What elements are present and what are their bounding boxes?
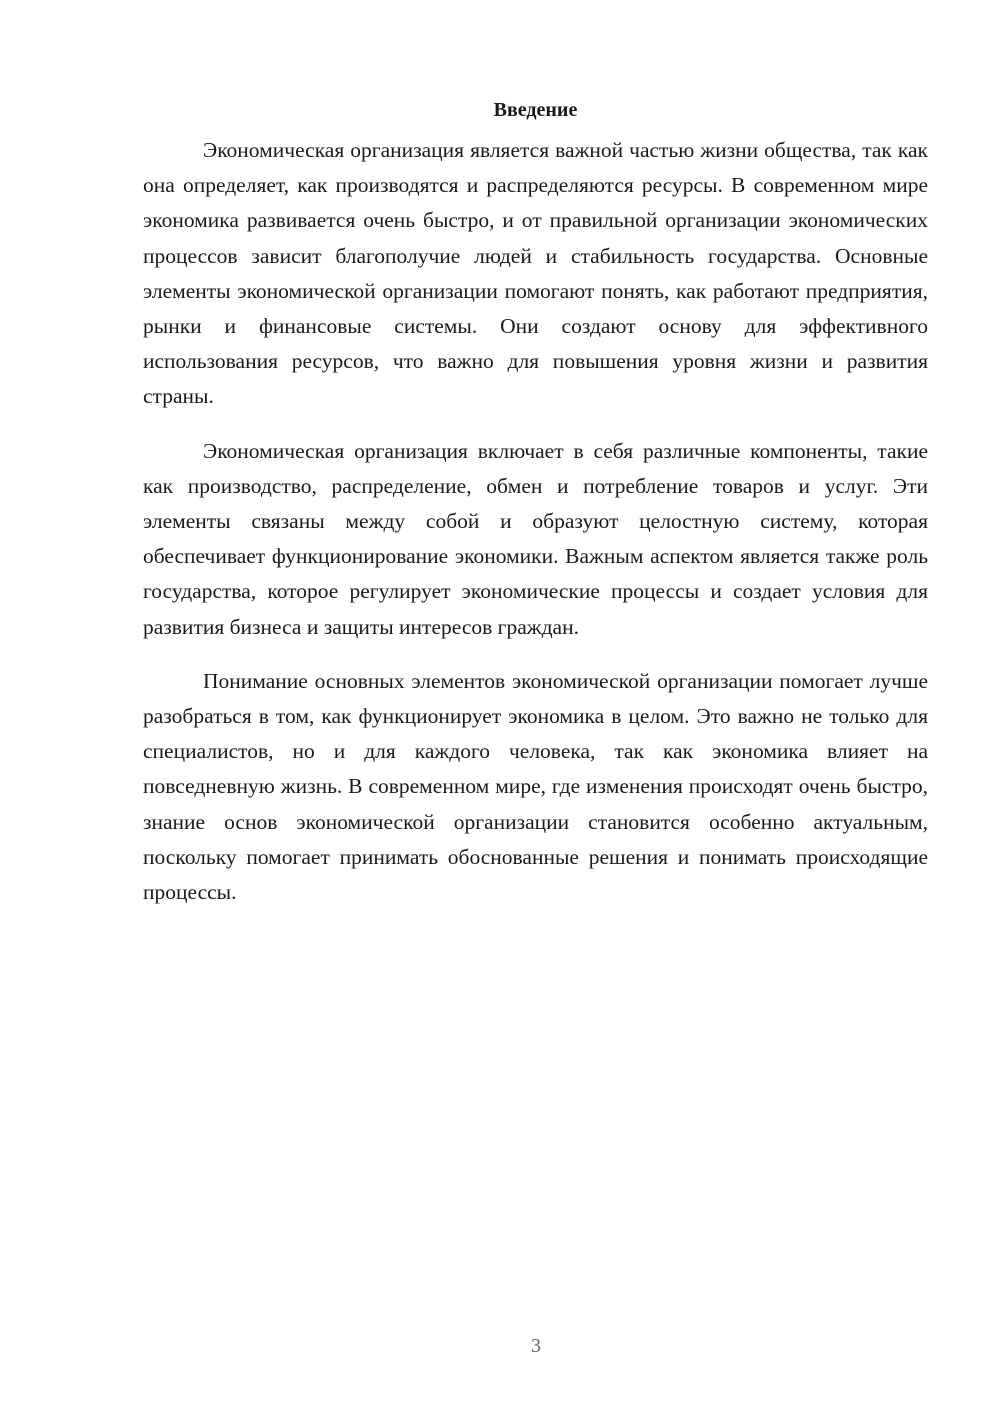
paragraph-3: Понимание основных элементов экономической организации помогает лучше разобраться в том, как функционирует экономика в целом. Это важно не только для специалистов, но и для каждого человека, так как экономика влияет на повседневную жизнь. В современном мире, где изменения происходят очень быстро, знание основ экономической организации становится особенно актуальным, поскольку помогает принимать обоснованные решения и понимать происходящие процессы. xyxy=(143,668,928,905)
document-body xyxy=(143,96,928,929)
page-number: 3 xyxy=(531,1335,541,1357)
section-title: Введение xyxy=(493,99,578,121)
paragraph-2: Экономическая организация включает в себя различные компоненты, такие как производство, распределение, обмен и потребление товаров и услуг. Эти элементы связаны между собой и образуют целостную систему, которая обеспечивает функционирование экономики. Важным аспектом является также роль государства, которое регулирует экономические процессы и создает условия для развития бизнеса и защиты интересов граждан. xyxy=(143,438,928,639)
paragraph-1: Экономическая организация является важной частью жизни общества, так как она определяет, как производятся и распределяются ресурсы. В современном мире экономика развивается очень быстро, и от правильной организации экономических процессов зависит благополучие людей и стабильность государства. Основные элементы экономической организации помогают понять, как работают предприятия, рынки и финансовые системы. Они создают основу для эффективного использования ресурсов, что важно для повышения уровня жизни и развития страны. xyxy=(143,138,928,409)
